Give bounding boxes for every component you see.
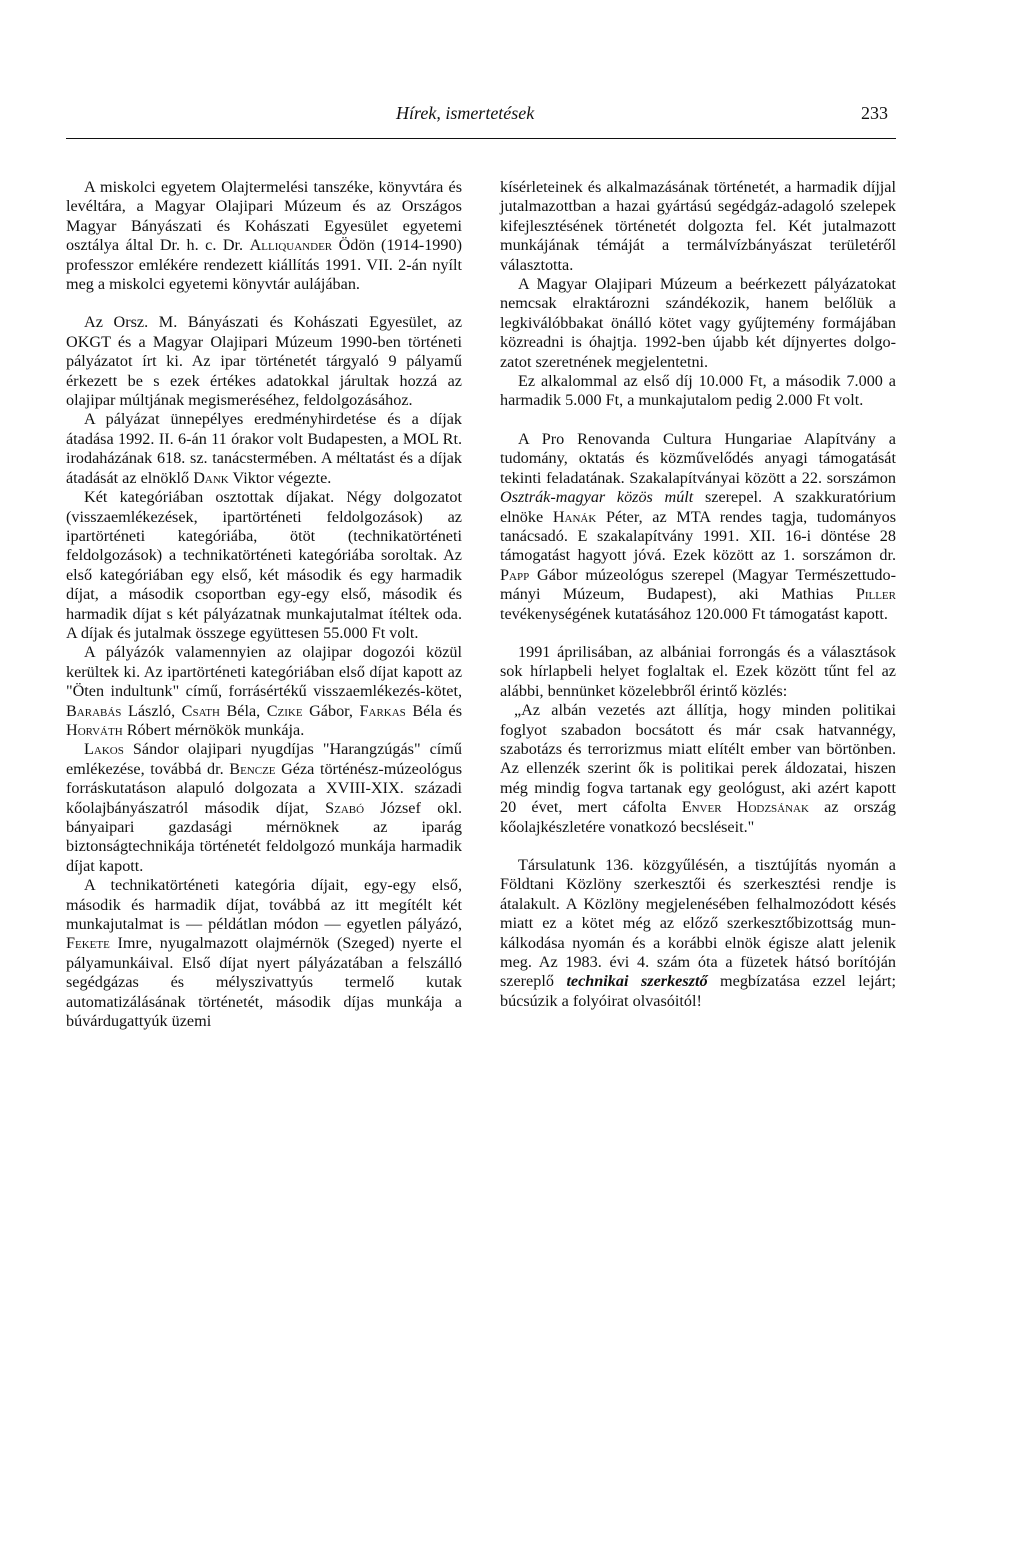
text: Béla,	[219, 701, 267, 720]
person-name: Farkas	[359, 701, 406, 720]
text: Sándor olajipari nyugdíjas "Harangzúgás" című emlékezése, továbbá dr.	[66, 740, 462, 778]
header-rule	[66, 138, 896, 139]
paragraph-museum-plans	[500, 275, 896, 372]
text: Ez alkalommal az első díj 10.000 Ft, a második 7.000 a harmadik 5.000 Ft, a munkajutalom pedig 2.000 Ft volt.	[500, 372, 896, 410]
paragraph-exhibition	[66, 178, 462, 294]
text: Imre, nyugalmazott olajmérnök (Szeged) nyerte el pályamunkáival. Első díjat nyert pályázatában a felszálló segédgázas és mélyszivattyús termelő kutak automatizálásának történetét, második díjas munkája a búvárdugattyúk üzemi	[66, 934, 462, 1031]
text: A pályázók valamennyien az olajipar dogozói közül kerültek ki. Az ipartörténeti kategóriában első díjat kapott az "Öten indultunk" című, forrásértékű visszaemlékezés-kötet,	[66, 643, 462, 701]
text: az ország kőolajkészletére vonatkozó becsléseit."	[500, 798, 896, 836]
paragraph-continuation	[500, 178, 896, 275]
text: Ödön (1914-1990) professzor emlékére rendezett kiállítás 1991. VII. 2-án nyílt meg a miskolci egyetemi könyvtár aulájában.	[66, 236, 462, 294]
person-name: Lakos	[84, 740, 124, 759]
text: Viktor végezte.	[228, 468, 332, 487]
person-name: Szabó	[325, 798, 365, 817]
text: Péter, az MTA rendes tagja, tudományos tanácsadó. E szakalapítvány 1991. XII. 16-i döntése 28 támogatást hagyott jóvá. Ezek között az 1. sorszámon dr.	[500, 507, 896, 565]
person-name: Czike	[266, 701, 303, 720]
person-name: Bencze	[229, 759, 276, 778]
paragraph-categories	[66, 488, 462, 643]
text: Két kategóriában osztottak díjakat. Négy dolgozatot (visszaemlékezések, ipartörténeti feldolgozások) az ipartörténeti kategóriába, ötöt (technikatörténeti feldolgozások) a technikatörténeti kategóriába soroltak. Az első kategóriában egy első, két második és egy harmadik díjat, a második csoportban egy-egy első, második és harmadik díjat s két pályázatnak munkajutalmat ítéltek oda. A díjak és jutalmak összege együttesen 55.000 Ft volt.	[66, 488, 462, 642]
person-name: Csath	[181, 701, 220, 720]
text: Társulatunk 136. közgyűlésén, a tisztújítás nyomán a Földtani Közlöny szerkesztői és szerkesztési rendje is átalakult. A Közlöny megjelenésében felhalmozódott késés miatt ez a kötet még az előző szerkesztőbizottság munkálkodása nyomán és a korábbi elnök égisze alatt jelenik meg. Az 1983. évi 4. szám óta a füzetek hátsó borítóján szereplő	[500, 856, 896, 991]
paragraph-quote	[500, 701, 896, 837]
text: A Magyar Olajipari Múzeum a beérkezett pályázatokat nemcsak elraktározni szándékozik, hanem belőlük a legkiválóbbakat önálló kötet vagy gyűjtemény formájában közreadni is óhajtja. 1992-ben újabb két díjnyertes dolgozatot szeretnének megjelentetni.	[500, 275, 896, 371]
page-number: 233	[861, 103, 888, 123]
text: Az Orsz. M. Bányászati és Kohászati Egyesület, az OKGT és a Magyar Olajipari Múzeum 1990-ben történeti pályázatot írt ki. Az ipar történetét tárgyaló 9 pályamű érkezett be s ezek értékes adatokkal járultak hozzá az olajipar múltjának megismeréséhez, feldolgozásához.	[66, 313, 462, 410]
person-name: Enver Hodzsának	[681, 798, 809, 817]
text: kísérleteinek és alkalmazásának történetét, a harmadik díjjal jutalmazottban a hazai gyártású segédgáz-adagoló szelepek kifejlesztésének történetét dolgozta fel. Két jutalmazott munkájának témáját a termálvízbányászat területéről választotta.	[500, 178, 896, 274]
text: Gábor,	[302, 701, 360, 720]
text: Gábor múzeológus szerepel (Magyar Természettudományi Múzeum, Budapest), aki Mathias	[500, 565, 896, 604]
text: 1991 áprilisában, az albániai forrongás és a választások sok hírlapbeli helyet foglaltak el. Ezek között tűnt fel az alábbi, bennünket közelebbről érintő közlés:	[500, 642, 896, 700]
paragraph-prize-amounts	[500, 372, 896, 411]
text: László,	[121, 701, 182, 720]
person-name: Horváth	[66, 720, 123, 739]
paragraph-albania	[500, 643, 896, 701]
text: Géza történész-múzeológus forráskutatáson alapuló dolgozata a XVIII-XIX. századi kőolajbányászatról második díjat,	[66, 759, 462, 817]
text: A pályázat ünnepélyes eredményhirdetése és a díjak átadása 1992. II. 6-án 11 órakor volt Budapesten, a MOL Rt. irodaházának 618. sz. tanácstermében. A méltatást és a díjak átadását az elnöklő	[66, 410, 462, 487]
paragraph-foundation	[500, 430, 896, 624]
paragraph-award-ceremony	[66, 410, 462, 488]
text: szerepel. A szakkuratórium elnöke	[500, 488, 896, 526]
paragraph-editorial	[500, 856, 896, 1011]
paragraph-second-third-prize	[66, 740, 462, 876]
person-name: Dank	[193, 468, 229, 487]
program-title: Osztrák-magyar közös múlt	[500, 488, 694, 507]
paragraph-competition	[66, 313, 462, 410]
text: megbízatása ezzel lejárt; búcsúzik a folyóirat olvasóitól!	[500, 972, 897, 1010]
right-column	[500, 178, 896, 1011]
text: A Pro Renovanda Cultura Hungariae Alapítvány a tudomány, oktatás és közművelődés anyagi támogatását tekinti feladatának. Szakalapítványai között a 22. sorszámon	[500, 429, 896, 487]
text: Béla és	[405, 701, 462, 720]
text: tevékenységének kutatásához 120.000 Ft támogatást kapott.	[500, 604, 888, 623]
person-name: Alliquander	[249, 236, 333, 255]
person-name: Fekete	[66, 934, 110, 953]
person-name: Hanák	[552, 507, 597, 526]
left-column	[66, 178, 462, 1031]
text: A miskolci egyetem Olajtermelési tanszéke, könyvtára és levéltára, a Magyar Olajipari Múzeum és az Országos Magyar Bányászati és Kohászati Egyesület egyetemi osztálya által Dr. h. c. Dr.	[66, 178, 462, 255]
text: Róbert mérnökök munkája.	[122, 720, 305, 739]
person-name: Piller	[855, 585, 896, 604]
person-name: Barabás	[66, 701, 122, 720]
paragraph-technical-category	[66, 876, 462, 1031]
paragraph-first-prize	[66, 643, 462, 740]
text: „Az albán vezetés azt állítja, hogy minden politikai foglyot szabadon bocsátott és már csak hatvannégy, szabotázs és terrorizmus miatt elítélt ember van börtönben. Az ellenzék szerint ők is politikai perek áldozatai, hiszen még mindig fogva tartanak egy geológust, aki azért kapott 20 évet, mert cáfolta	[500, 701, 896, 817]
emphasis: technikai szerkesztő	[566, 972, 708, 991]
running-header	[66, 103, 896, 133]
text: A technikatörténeti kategória díjait, egy-egy első, második és harmadik díjat, továbbá az itt megítélt két munkajutalmat is — példátlan módon — egyetlen pályázó,	[66, 876, 462, 934]
person-name: Papp	[500, 565, 530, 584]
text: József okl. bányaipari gazdasági mérnöknek az iparág biztonságtechnikája történetét feldolgozó munkája harmadik díjat kapott.	[66, 798, 463, 875]
running-title: Hírek, ismertetések	[396, 103, 535, 123]
